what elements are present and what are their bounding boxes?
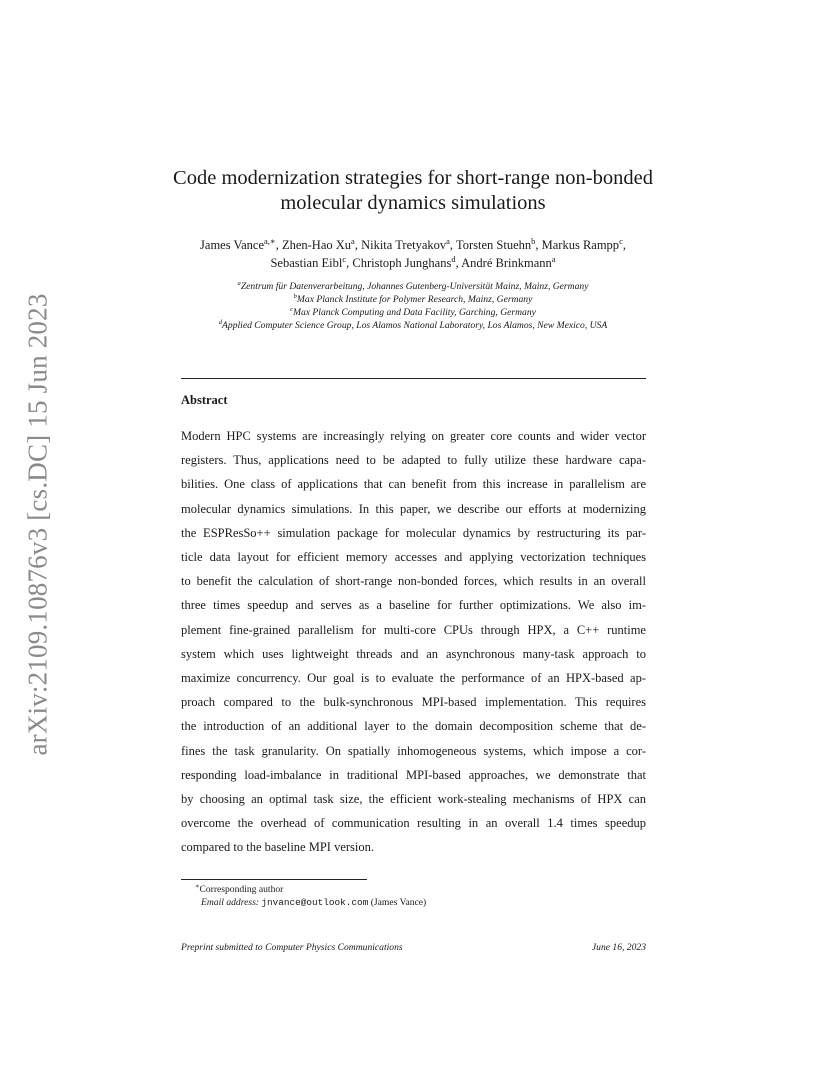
author-separator: , bbox=[622, 238, 626, 252]
affiliation-mark: a bbox=[237, 279, 241, 287]
abstract-line: bilities. One class of applications that can benefit from this increase in parallelism are bbox=[181, 477, 646, 492]
author-affiliation-mark: c bbox=[342, 253, 347, 264]
abstract-line: proach compared to the bulk-synchronous MPI-based implementation. This requires bbox=[181, 695, 646, 710]
abstract-line: overcome the overhead of communication resulting in an overall 1.4 times speedup bbox=[181, 816, 646, 831]
abstract-line: by choosing an optimal task size, the efficient work-stealing mechanisms of HPX can bbox=[181, 792, 646, 807]
author-affiliation-mark: d bbox=[451, 253, 456, 264]
author-separator: , bbox=[354, 238, 362, 252]
affiliation-text: Applied Computer Science Group, Los Alamos National Laboratory, Los Alamos, New Mexico, USA bbox=[222, 320, 608, 331]
affiliation-list bbox=[150, 280, 676, 332]
affiliation-mark: b bbox=[293, 292, 297, 300]
footer-date: June 16, 2023 bbox=[591, 942, 646, 953]
author-affiliation-mark: a bbox=[351, 235, 355, 246]
affiliation-line bbox=[150, 280, 676, 293]
affiliation-line bbox=[150, 293, 676, 306]
footnote-mark: ∗ bbox=[195, 882, 200, 890]
email-footnote bbox=[201, 897, 426, 908]
author-affiliation-mark: a bbox=[551, 253, 556, 264]
affiliation-mark: d bbox=[218, 318, 223, 326]
footnote-text: Corresponding author bbox=[199, 884, 284, 895]
author-line-2 bbox=[150, 254, 676, 272]
email-owner: (James Vance) bbox=[370, 897, 427, 908]
author-list bbox=[150, 236, 676, 272]
author-separator: , bbox=[535, 238, 542, 252]
affiliation-text: Zentrum für Datenverarbeitung, Johannes Gutenberg-Universität Mainz, Mainz, Germany bbox=[240, 281, 589, 292]
abstract-top-rule bbox=[181, 378, 646, 379]
affiliation-line bbox=[150, 319, 676, 332]
abstract-line: registers. Thus, applications need to be adapted to fully utilize these hardware capa- bbox=[181, 453, 646, 468]
author-separator: , bbox=[449, 238, 456, 252]
author-separator: , bbox=[346, 256, 353, 270]
arxiv-identifier-stamp bbox=[24, 288, 52, 760]
author-name: André Brinkmann bbox=[461, 256, 552, 270]
paper-title bbox=[150, 166, 676, 216]
author-affiliation-mark: b bbox=[531, 235, 536, 246]
footer-preprint-note: Preprint submitted to Computer Physics Communications bbox=[181, 942, 403, 953]
abstract-line: system which uses lightweight threads and an asynchronous many-task approach to bbox=[181, 646, 646, 661]
email-label: Email address: bbox=[201, 897, 260, 908]
abstract-heading: Abstract bbox=[181, 393, 228, 407]
author-name: Torsten Stuehn bbox=[455, 238, 532, 252]
author-affiliation-mark: c bbox=[619, 235, 623, 246]
abstract-line: the ESPResSo++ simulation package for molecular dynamics by restructuring its par- bbox=[181, 525, 646, 540]
author-separator: , bbox=[455, 256, 462, 270]
affiliation-mark: c bbox=[290, 305, 293, 313]
author-name: Christoph Junghans bbox=[352, 256, 452, 270]
abstract-line: to benefit the calculation of short-range non-bonded forces, which results in an overall bbox=[181, 574, 646, 589]
abstract-line: responding load-imbalance in traditional MPI-based approaches, we demonstrate that bbox=[181, 767, 646, 782]
abstract-body bbox=[181, 424, 646, 860]
abstract-line: plement fine-grained parallelism for multi-core CPUs through HPX, a C++ runtime bbox=[181, 622, 646, 637]
email-address: jnvance@outlook.com bbox=[261, 897, 369, 908]
abstract-line: Modern HPC systems are increasingly relying on greater core counts and wider vector bbox=[181, 429, 646, 443]
author-line-1 bbox=[150, 236, 676, 254]
author-affiliation-mark: a,∗ bbox=[264, 235, 276, 246]
corresponding-author-footnote bbox=[195, 884, 283, 895]
arxiv-stamp-text: arXiv:2109.10876v3 [cs.DC] 15 Jun 2023 bbox=[22, 292, 53, 756]
abstract-line: the introduction of an additional layer to the domain decomposition scheme that de- bbox=[181, 719, 646, 734]
affiliation-line bbox=[150, 306, 676, 319]
abstract-line: molecular dynamics simulations. In this paper, we describe our efforts at modernizing bbox=[181, 501, 646, 516]
abstract-line: maximize concurrency. Our goal is to evaluate the performance of an HPX-based ap- bbox=[181, 671, 646, 686]
author-affiliation-mark: a bbox=[446, 235, 450, 246]
affiliation-text: Max Planck Institute for Polymer Research, Mainz, Germany bbox=[296, 294, 533, 305]
affiliation-text: Max Planck Computing and Data Facility, Garching, Germany bbox=[292, 307, 536, 318]
title-line-1: Code modernization strategies for short-range non-bonded bbox=[173, 167, 653, 189]
footnote-rule bbox=[181, 879, 367, 880]
author-name: Sebastian Eibl bbox=[270, 256, 343, 270]
abstract-line: three times speedup and serves as a baseline for further optimizations. We also im- bbox=[181, 598, 646, 613]
author-name: Nikita Tretyakov bbox=[361, 238, 447, 252]
title-line-2: molecular dynamics simulations bbox=[280, 192, 546, 214]
author-separator: , bbox=[275, 238, 282, 252]
abstract-line: fines the task granularity. On spatially inhomogeneous systems, which impose a cor- bbox=[181, 743, 646, 758]
author-name: Markus Rampp bbox=[541, 238, 620, 252]
abstract-line: compared to the baseline MPI version. bbox=[181, 840, 375, 855]
author-name: Zhen-Hao Xu bbox=[281, 238, 352, 252]
author-name: James Vance bbox=[200, 238, 265, 252]
abstract-line: ticle data layout for efficient memory accesses and applying vectorization techniques bbox=[181, 550, 646, 565]
